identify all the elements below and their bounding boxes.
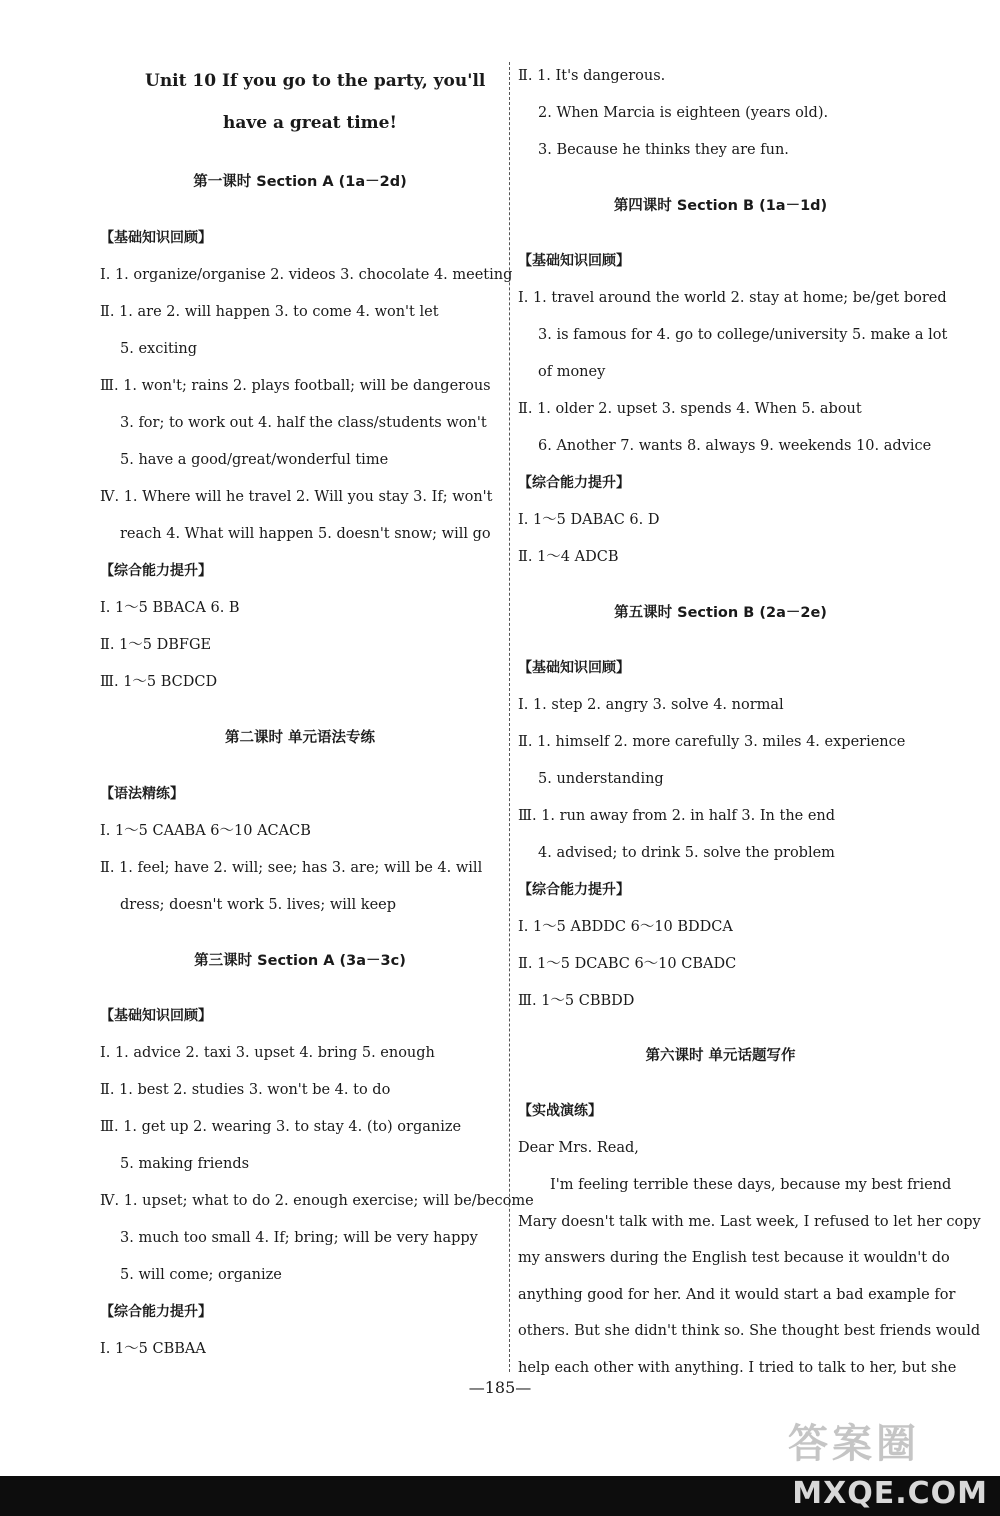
answer-line: 5. have a good/great/wonderful time [120, 452, 389, 468]
letter-body [518, 1167, 981, 1386]
answer-line: 6. Another 7. wants 8. always 9. weekends 10. advice [538, 438, 932, 454]
answer-line: Ⅰ. 1～5 CAABA 6～10 ACACB [100, 823, 311, 839]
section-tag: 【综合能力提升】 [100, 1304, 212, 1320]
right-column [518, 58, 981, 1386]
answer-line: Ⅱ. 1. himself 2. more carefully 3. miles 4. experience [518, 734, 906, 750]
answer-line: Ⅲ. 1～5 CBBDD [518, 993, 635, 1009]
lesson-heading-2: 第二课时 单元语法专练 [224, 730, 376, 746]
answer-line: Ⅱ. 1～4 ADCB [518, 549, 619, 565]
lesson-heading-3: 第三课时 Section A (3a－3c) [194, 953, 406, 969]
section-tag: 【语法精练】 [100, 786, 184, 802]
lesson-heading-6: 第六课时 单元话题写作 [645, 1048, 796, 1064]
answer-line: Ⅲ. 1～5 BCDCD [100, 674, 218, 690]
letter-line: Mary doesn't talk with me. Last week, I refused to let her copy [518, 1213, 981, 1230]
answer-line: Ⅲ. 1. run away from 2. in half 3. In the end [518, 808, 836, 824]
page-number: —185— [468, 1378, 532, 1397]
answer-line: Ⅱ. 1. It's dangerous. [518, 68, 666, 84]
lesson-heading-1: 第一课时 Section A (1a－2d) [193, 174, 407, 190]
letter-salutation: Dear Mrs. Read, [518, 1140, 639, 1156]
lesson-heading-5: 第五课时 Section B (2a－2e) [614, 605, 827, 621]
answer-line: Ⅲ. 1. get up 2. wearing 3. to stay 4. (to) organize [100, 1119, 462, 1135]
section-tag: 【基础知识回顾】 [100, 1008, 212, 1024]
answer-line: 5. understanding [538, 771, 664, 787]
answer-line: Ⅳ. 1. Where will he travel 2. Will you stay 3. If; won't [100, 489, 493, 505]
answer-line: Ⅰ. 1～5 BBACA 6. B [100, 600, 240, 616]
answer-line: Ⅰ. 1. step 2. angry 3. solve 4. normal [518, 697, 784, 713]
answer-line: 4. advised; to drink 5. solve the problem [538, 845, 835, 861]
answer-line: Ⅰ. 1. organize/organise 2. videos 3. chocolate 4. meeting [100, 267, 513, 283]
watermark-logo: 答案圈 [788, 1421, 920, 1467]
section-tag: 【综合能力提升】 [100, 563, 212, 579]
letter-line: help each other with anything. I tried to talk to her, but she [518, 1359, 957, 1376]
unit-subtitle: have a great time! [223, 113, 397, 133]
answer-line: Ⅱ. 1. older 2. upset 3. spends 4. When 5. about [518, 401, 862, 417]
letter-line: I'm feeling terrible these days, because my best friend [550, 1177, 952, 1193]
section-tag: 【基础知识回顾】 [100, 230, 212, 246]
unit-title: Unit 10 If you go to the party, you'll [145, 71, 486, 91]
letter-line: others. But she didn't think so. She thought best friends would [518, 1323, 981, 1339]
answer-line: Ⅳ. 1. upset; what to do 2. enough exercise; will be/become [100, 1193, 534, 1209]
answer-line: Ⅰ. 1～5 DABAC 6. D [518, 512, 660, 528]
answer-line: Ⅰ. 1～5 ABDDC 6～10 BDDCA [518, 919, 733, 935]
watermark-url: MXQE.COM [792, 1476, 988, 1511]
column-divider [509, 62, 511, 1372]
answer-line: 5. exciting [120, 341, 198, 357]
answer-line: 5. making friends [120, 1156, 250, 1172]
section-tag: 【实战演练】 [518, 1103, 602, 1119]
answer-line: Ⅱ. 1～5 DCABC 6～10 CBADC [518, 956, 737, 972]
answer-line: Ⅱ. 1. best 2. studies 3. won't be 4. to do [100, 1082, 391, 1098]
answer-line: 3. much too small 4. If; bring; will be very happy [120, 1230, 478, 1246]
answer-line: Ⅰ. 1. travel around the world 2. stay at home; be/get bored [518, 290, 947, 306]
section-tag: 【综合能力提升】 [518, 882, 630, 898]
answer-line: Ⅱ. 1. are 2. will happen 3. to come 4. won't let [100, 304, 439, 320]
answer-line: of money [538, 364, 606, 380]
answer-line: 2. When Marcia is eighteen (years old). [538, 105, 829, 121]
answer-line: Ⅱ. 1～5 DBFGE [100, 637, 212, 653]
section-tag: 【基础知识回顾】 [518, 253, 630, 269]
answer-line: 5. will come; organize [120, 1267, 282, 1283]
lesson-heading-4: 第四课时 Section B (1a－1d) [613, 198, 828, 214]
answer-line: Ⅲ. 1. won't; rains 2. plays football; will be dangerous [100, 378, 491, 394]
answer-line: Ⅰ. 1～5 CBBAA [100, 1341, 206, 1357]
watermark [758, 1418, 988, 1513]
answer-line: 3. Because he thinks they are fun. [538, 142, 789, 158]
left-column [100, 60, 534, 1368]
answer-line: Ⅰ. 1. advice 2. taxi 3. upset 4. bring 5. enough [100, 1045, 435, 1061]
section-tag: 【综合能力提升】 [518, 475, 630, 491]
answer-line: reach 4. What will happen 5. doesn't snow; will go [120, 526, 491, 542]
section-tag: 【基础知识回顾】 [518, 660, 630, 676]
answer-line: 3. for; to work out 4. half the class/students won't [120, 415, 487, 431]
answer-line: dress; doesn't work 5. lives; will keep [120, 897, 397, 913]
letter-line: my answers during the English test because it wouldn't do [518, 1250, 950, 1266]
answer-line: Ⅱ. 1. feel; have 2. will; see; has 3. are; will be 4. will [100, 860, 483, 876]
letter-line: anything good for her. And it would start a bad example for [518, 1286, 956, 1303]
answer-line: 3. is famous for 4. go to college/university 5. make a lot [538, 327, 948, 343]
